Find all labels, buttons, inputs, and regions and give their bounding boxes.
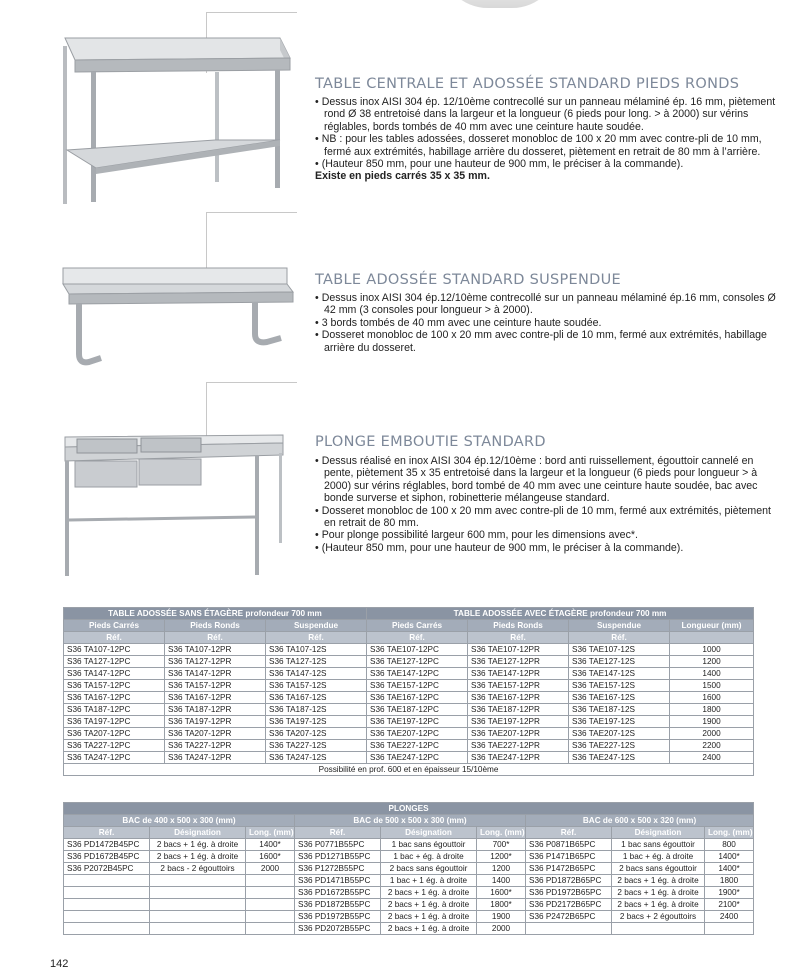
table-cell xyxy=(150,923,246,935)
column-header: Désignation xyxy=(381,827,477,839)
table-cell: S36 P2472B65PC xyxy=(526,911,612,923)
table-cell xyxy=(150,875,246,887)
table-cell: S36 TA187-12PC xyxy=(64,704,165,716)
table-cell: S36 TAE167-12PC xyxy=(367,692,468,704)
reference-table-adossee xyxy=(63,607,754,776)
table-cell: 1900 xyxy=(477,911,526,923)
table-cell: 1 bac + 1 ég. à droite xyxy=(381,875,477,887)
table-row xyxy=(64,899,754,911)
table-cell xyxy=(246,875,295,887)
table-cell: S36 TAE187-12PC xyxy=(367,704,468,716)
column-header: Réf. xyxy=(64,827,150,839)
table-cell: S36 TA197-12PR xyxy=(165,716,266,728)
table-cell: S36 TAE247-12S xyxy=(569,752,670,764)
table-row xyxy=(64,752,754,764)
table-cell: S36 TAE187-12PR xyxy=(468,704,569,716)
table-cell: S36 TAE197-12S xyxy=(569,716,670,728)
table-row xyxy=(64,716,754,728)
table-row xyxy=(64,704,754,716)
table-cell: S36 TAE227-12PC xyxy=(367,740,468,752)
central-table-photo xyxy=(55,28,295,208)
table-cell: 700* xyxy=(477,839,526,851)
table-cell: 1 bac + ég. à droite xyxy=(381,851,477,863)
table-cell: S36 TA147-12PR xyxy=(165,668,266,680)
table-cell: 2400 xyxy=(670,752,754,764)
table-cell: 2 bacs sans égouttoir xyxy=(381,863,477,875)
table-cell: S36 P2072B45PC xyxy=(64,863,150,875)
spec-bullet: • (Hauteur 850 mm, pour une hauteur de 900 mm, le préciser à la commande). xyxy=(315,158,785,170)
table-cell: 1500 xyxy=(670,680,754,692)
table-cell: S36 PD2172B65PC xyxy=(526,899,612,911)
table-cell: 1600 xyxy=(670,692,754,704)
table-cell: 1400 xyxy=(477,875,526,887)
table-cell: 2 bacs + 1 ég. à droite xyxy=(150,839,246,851)
spec-bullet: • NB : pour les tables adossées, dosseret monobloc de 100 x 20 mm avec contre-pli de 10 mm, fermé aux extrémités, habillage arrière du dosseret, piètement en retrait de 80 mm à l’arrière. xyxy=(315,133,785,158)
table-cell: 2 bacs + 2 égouttoirs xyxy=(612,911,705,923)
table-cell: 1900* xyxy=(705,887,754,899)
page-number: 142 xyxy=(50,958,69,970)
table-cell: S36 TAE127-12PC xyxy=(367,656,468,668)
table-footnote: Possibilité en prof. 600 et en épaisseur 15/10ème xyxy=(64,764,754,776)
table-cell: 2200 xyxy=(670,740,754,752)
table-cell: S36 TAE157-12PC xyxy=(367,680,468,692)
table-cell: 2 bacs + 1 ég. à droite xyxy=(612,899,705,911)
table-cell: 2000 xyxy=(246,863,295,875)
table-cell xyxy=(150,899,246,911)
spec-bullet: • (Hauteur 850 mm, pour une hauteur de 900 mm, le préciser à la commande). xyxy=(315,542,785,554)
table-row xyxy=(64,656,754,668)
table-cell: 1400 xyxy=(670,668,754,680)
table-cell: 2 bacs + 1 ég. à droite xyxy=(381,899,477,911)
table-cell: 1200 xyxy=(477,863,526,875)
column-header: Désignation xyxy=(612,827,705,839)
table-cell xyxy=(705,923,754,935)
table-cell: S36 TA157-12S xyxy=(266,680,367,692)
table-cell: S36 TA107-12PR xyxy=(165,644,266,656)
product-title: TABLE CENTRALE ET ADOSSÉE STANDARD PIEDS RONDS xyxy=(315,76,740,92)
table-cell: S36 TA207-12PC xyxy=(64,728,165,740)
table-cell: S36 TA227-12S xyxy=(266,740,367,752)
table-group-header: BAC de 500 x 500 x 300 (mm) xyxy=(295,815,526,827)
table-row xyxy=(64,740,754,752)
table-cell: S36 TA227-12PR xyxy=(165,740,266,752)
table-cell: S36 PD1972B65PC xyxy=(526,887,612,899)
ref-label: Réf. xyxy=(468,632,569,644)
table-cell: S36 TAE187-12S xyxy=(569,704,670,716)
table-cell: 1400* xyxy=(246,839,295,851)
table-cell xyxy=(246,911,295,923)
table-cell: S36 PD1872B65PC xyxy=(526,875,612,887)
table-cell: 1600* xyxy=(477,887,526,899)
table-cell: S36 TAE197-12PC xyxy=(367,716,468,728)
ref-label: Réf. xyxy=(165,632,266,644)
table-cell: 2 bacs + 1 ég. à droite xyxy=(150,851,246,863)
table-cell: 1 bac + ég. à droite xyxy=(612,851,705,863)
table-cell: 1400* xyxy=(705,851,754,863)
table-group-header: TABLE ADOSSÉE AVEC ÉTAGÈRE profondeur 700 mm xyxy=(367,608,754,620)
table-row xyxy=(64,692,754,704)
table-title: PLONGES xyxy=(64,803,754,815)
table-cell: S36 TA157-12PR xyxy=(165,680,266,692)
table-cell: 2 bacs + 1 ég. à droite xyxy=(612,887,705,899)
table-cell: S36 TAE107-12PR xyxy=(468,644,569,656)
table-cell: S36 TA127-12PR xyxy=(165,656,266,668)
table-cell xyxy=(246,899,295,911)
ref-label: Réf. xyxy=(569,632,670,644)
table-cell: 2 bacs - 2 égouttoirs xyxy=(150,863,246,875)
table-cell xyxy=(64,887,150,899)
column-header: Réf. xyxy=(526,827,612,839)
table-cell: S36 PD2072B55PC xyxy=(295,923,381,935)
product-note: Existe en pieds carrés 35 x 35 mm. xyxy=(315,170,490,183)
table-cell: 1400* xyxy=(705,863,754,875)
spec-bullet: • Dessus réalisé en inox AISI 304 ép.12/10ème : bord anti ruissellement, égouttoir cannelé en pente, piètement 35 x 35 entretoisé dans la largeur et la longueur (6 pieds pour longueur > à 2000) sur vérins réglables, bord tombé de 40 mm avec une ceinture haute soudée, bac avec bonde surverse et siphon, robinetterie mélangeuse standard. xyxy=(315,455,785,505)
table-cell: S36 TAE147-12S xyxy=(569,668,670,680)
table-cell: S36 TAE147-12PR xyxy=(468,668,569,680)
table-cell: 1 bac sans égouttoir xyxy=(381,839,477,851)
table-cell: S36 TAE157-12PR xyxy=(468,680,569,692)
product-description xyxy=(315,455,785,554)
sink-table-photo xyxy=(55,425,290,580)
table-cell: S36 P1471B65PC xyxy=(526,851,612,863)
table-row xyxy=(64,644,754,656)
product-title: PLONGE EMBOUTIE STANDARD xyxy=(315,434,546,450)
table-row xyxy=(64,851,754,863)
ref-label: Réf. xyxy=(266,632,367,644)
table-cell: S36 P0871B65PC xyxy=(526,839,612,851)
table-cell: S36 TA247-12S xyxy=(266,752,367,764)
table-cell xyxy=(246,923,295,935)
table-cell: S36 TAE207-12PC xyxy=(367,728,468,740)
table-cell: S36 TAE207-12S xyxy=(569,728,670,740)
table-cell: S36 TAE167-12S xyxy=(569,692,670,704)
table-cell: S36 TA127-12S xyxy=(266,656,367,668)
table-cell xyxy=(612,923,705,935)
table-cell: S36 PD1472B45PC xyxy=(64,839,150,851)
spec-bullet: • Pour plonge possibilité largeur 600 mm, pour les dimensions avec*. xyxy=(315,529,785,541)
table-cell: 2 bacs + 1 ég. à droite xyxy=(612,875,705,887)
column-header: Pieds Ronds xyxy=(468,620,569,632)
table-cell: S36 TAE197-12PR xyxy=(468,716,569,728)
table-cell: S36 TAE127-12PR xyxy=(468,656,569,668)
table-cell: S36 PD1471B55PC xyxy=(295,875,381,887)
table-row xyxy=(64,887,754,899)
table-cell: S36 PD1672B55PC xyxy=(295,887,381,899)
ref-label: Réf. xyxy=(64,632,165,644)
table-cell: S36 TAE107-12S xyxy=(569,644,670,656)
table-cell: S36 TAE227-12S xyxy=(569,740,670,752)
table-row xyxy=(64,923,754,935)
table-cell: 2 bacs sans égouttoir xyxy=(612,863,705,875)
table-cell xyxy=(150,911,246,923)
table-cell: 2000 xyxy=(670,728,754,740)
table-cell: S36 TA147-12S xyxy=(266,668,367,680)
table-group-header: TABLE ADOSSÉE SANS ÉTAGÈRE profondeur 700 mm xyxy=(64,608,367,620)
table-cell: 2400 xyxy=(705,911,754,923)
table-row xyxy=(64,863,754,875)
column-header: Longueur (mm) xyxy=(670,620,754,632)
table-cell: S36 P0771B55PC xyxy=(295,839,381,851)
spec-bullet: • Dessus inox AISI 304 ép. 12/10ème contrecollé sur un panneau mélaminé ép. 16 mm, piètement rond Ø 38 entretoisé dans la largeur et la longueur (6 pieds pour long. > à 2000) sur vérins réglables, bords tombés de 40 mm avec une ceinture haute soudée. xyxy=(315,96,785,133)
table-cell: 1800* xyxy=(477,899,526,911)
table-cell: S36 TAE207-12PR xyxy=(468,728,569,740)
table-cell: 1900 xyxy=(670,716,754,728)
table-row xyxy=(64,668,754,680)
table-cell: S36 TA107-12S xyxy=(266,644,367,656)
table-cell: 2000 xyxy=(477,923,526,935)
column-header: Long. (mm) xyxy=(246,827,295,839)
column-header: Suspendue xyxy=(569,620,670,632)
table-cell: 2100* xyxy=(705,899,754,911)
table-cell: 1800 xyxy=(670,704,754,716)
table-cell: 2 bacs + 1 ég. à droite xyxy=(381,911,477,923)
table-cell xyxy=(64,923,150,935)
table-cell: 1 bac sans égouttoir xyxy=(612,839,705,851)
table-cell: 1200* xyxy=(477,851,526,863)
table-cell: S36 TA247-12PC xyxy=(64,752,165,764)
table-row xyxy=(64,728,754,740)
table-cell: S36 TA187-12S xyxy=(266,704,367,716)
table-cell: S36 TA107-12PC xyxy=(64,644,165,656)
table-cell: 2 bacs + 1 ég. à droite xyxy=(381,923,477,935)
column-header: Long. (mm) xyxy=(705,827,754,839)
table-cell: 1200 xyxy=(670,656,754,668)
table-cell: S36 TA227-12PC xyxy=(64,740,165,752)
table-cell: 1800 xyxy=(705,875,754,887)
spec-bullet: • 3 bords tombés de 40 mm avec une ceinture haute soudée. xyxy=(315,317,785,329)
table-cell xyxy=(246,887,295,899)
table-cell: S36 TAE167-12PR xyxy=(468,692,569,704)
column-header: Long. (mm) xyxy=(477,827,526,839)
table-cell: S36 P1272B55PC xyxy=(295,863,381,875)
table-cell: S36 PD1672B45PC xyxy=(64,851,150,863)
table-cell: S36 PD1872B55PC xyxy=(295,899,381,911)
table-cell: 800 xyxy=(705,839,754,851)
table-cell: S36 TAE147-12PC xyxy=(367,668,468,680)
column-header: Désignation xyxy=(150,827,246,839)
table-group-header: BAC de 600 x 500 x 320 (mm) xyxy=(526,815,754,827)
table-cell: S36 P1472B65PC xyxy=(526,863,612,875)
table-cell: 2 bacs + 1 ég. à droite xyxy=(381,887,477,899)
empty-cell xyxy=(670,632,754,644)
column-header: Suspendue xyxy=(266,620,367,632)
table-cell: 1000 xyxy=(670,644,754,656)
product-title: TABLE ADOSSÉE STANDARD SUSPENDUE xyxy=(315,272,621,288)
table-cell: S36 TA167-12S xyxy=(266,692,367,704)
table-cell: S36 TAE127-12S xyxy=(569,656,670,668)
table-cell xyxy=(64,875,150,887)
column-header: Pieds Carrés xyxy=(367,620,468,632)
table-row xyxy=(64,875,754,887)
table-row xyxy=(64,680,754,692)
table-cell: S36 TA167-12PC xyxy=(64,692,165,704)
table-cell: S36 TA197-12PC xyxy=(64,716,165,728)
decorative-arc xyxy=(440,0,560,8)
table-cell: S36 TA187-12PR xyxy=(165,704,266,716)
table-cell: S36 PD1271B55PC xyxy=(295,851,381,863)
wall-mounted-table-photo xyxy=(55,262,300,372)
spec-bullet: • Dosseret monobloc de 100 x 20 mm avec contre-pli de 10 mm, fermé aux extrémités, habillage arrière du dosseret. xyxy=(315,329,785,354)
table-cell: S36 TAE247-12PC xyxy=(367,752,468,764)
column-header: Pieds Carrés xyxy=(64,620,165,632)
table-cell xyxy=(526,923,612,935)
table-cell: S36 TA147-12PC xyxy=(64,668,165,680)
table-row xyxy=(64,911,754,923)
table-cell: S36 TA127-12PC xyxy=(64,656,165,668)
table-cell: S36 TA247-12PR xyxy=(165,752,266,764)
table-cell: S36 TAE157-12S xyxy=(569,680,670,692)
reference-table-plonges xyxy=(63,802,754,935)
table-cell: S36 TA197-12S xyxy=(266,716,367,728)
table-cell: S36 TA207-12S xyxy=(266,728,367,740)
column-header: Pieds Ronds xyxy=(165,620,266,632)
spec-bullet: • Dessus inox AISI 304 ép.12/10ème contrecollé sur un panneau mélaminé ép.16 mm, consoles Ø 42 mm (3 consoles pour longueur > à 2000). xyxy=(315,292,785,317)
table-cell: S36 TA207-12PR xyxy=(165,728,266,740)
table-cell: S36 TA167-12PR xyxy=(165,692,266,704)
product-description xyxy=(315,292,785,354)
spec-bullet: • Dosseret monobloc de 100 x 20 mm avec contre-pli de 10 mm, fermé aux extrémités, piètement en retrait de 80 mm. xyxy=(315,505,785,530)
table-cell: S36 TA157-12PC xyxy=(64,680,165,692)
table-cell xyxy=(64,899,150,911)
table-cell xyxy=(64,911,150,923)
table-cell: S36 PD1972B55PC xyxy=(295,911,381,923)
product-description xyxy=(315,96,785,183)
table-row xyxy=(64,839,754,851)
table-cell: S36 TAE247-12PR xyxy=(468,752,569,764)
column-header: Réf. xyxy=(295,827,381,839)
table-group-header: BAC de 400 x 500 x 300 (mm) xyxy=(64,815,295,827)
table-cell xyxy=(150,887,246,899)
table-cell: S36 TAE107-12PC xyxy=(367,644,468,656)
ref-label: Réf. xyxy=(367,632,468,644)
table-cell: S36 TAE227-12PR xyxy=(468,740,569,752)
table-cell: 1600* xyxy=(246,851,295,863)
